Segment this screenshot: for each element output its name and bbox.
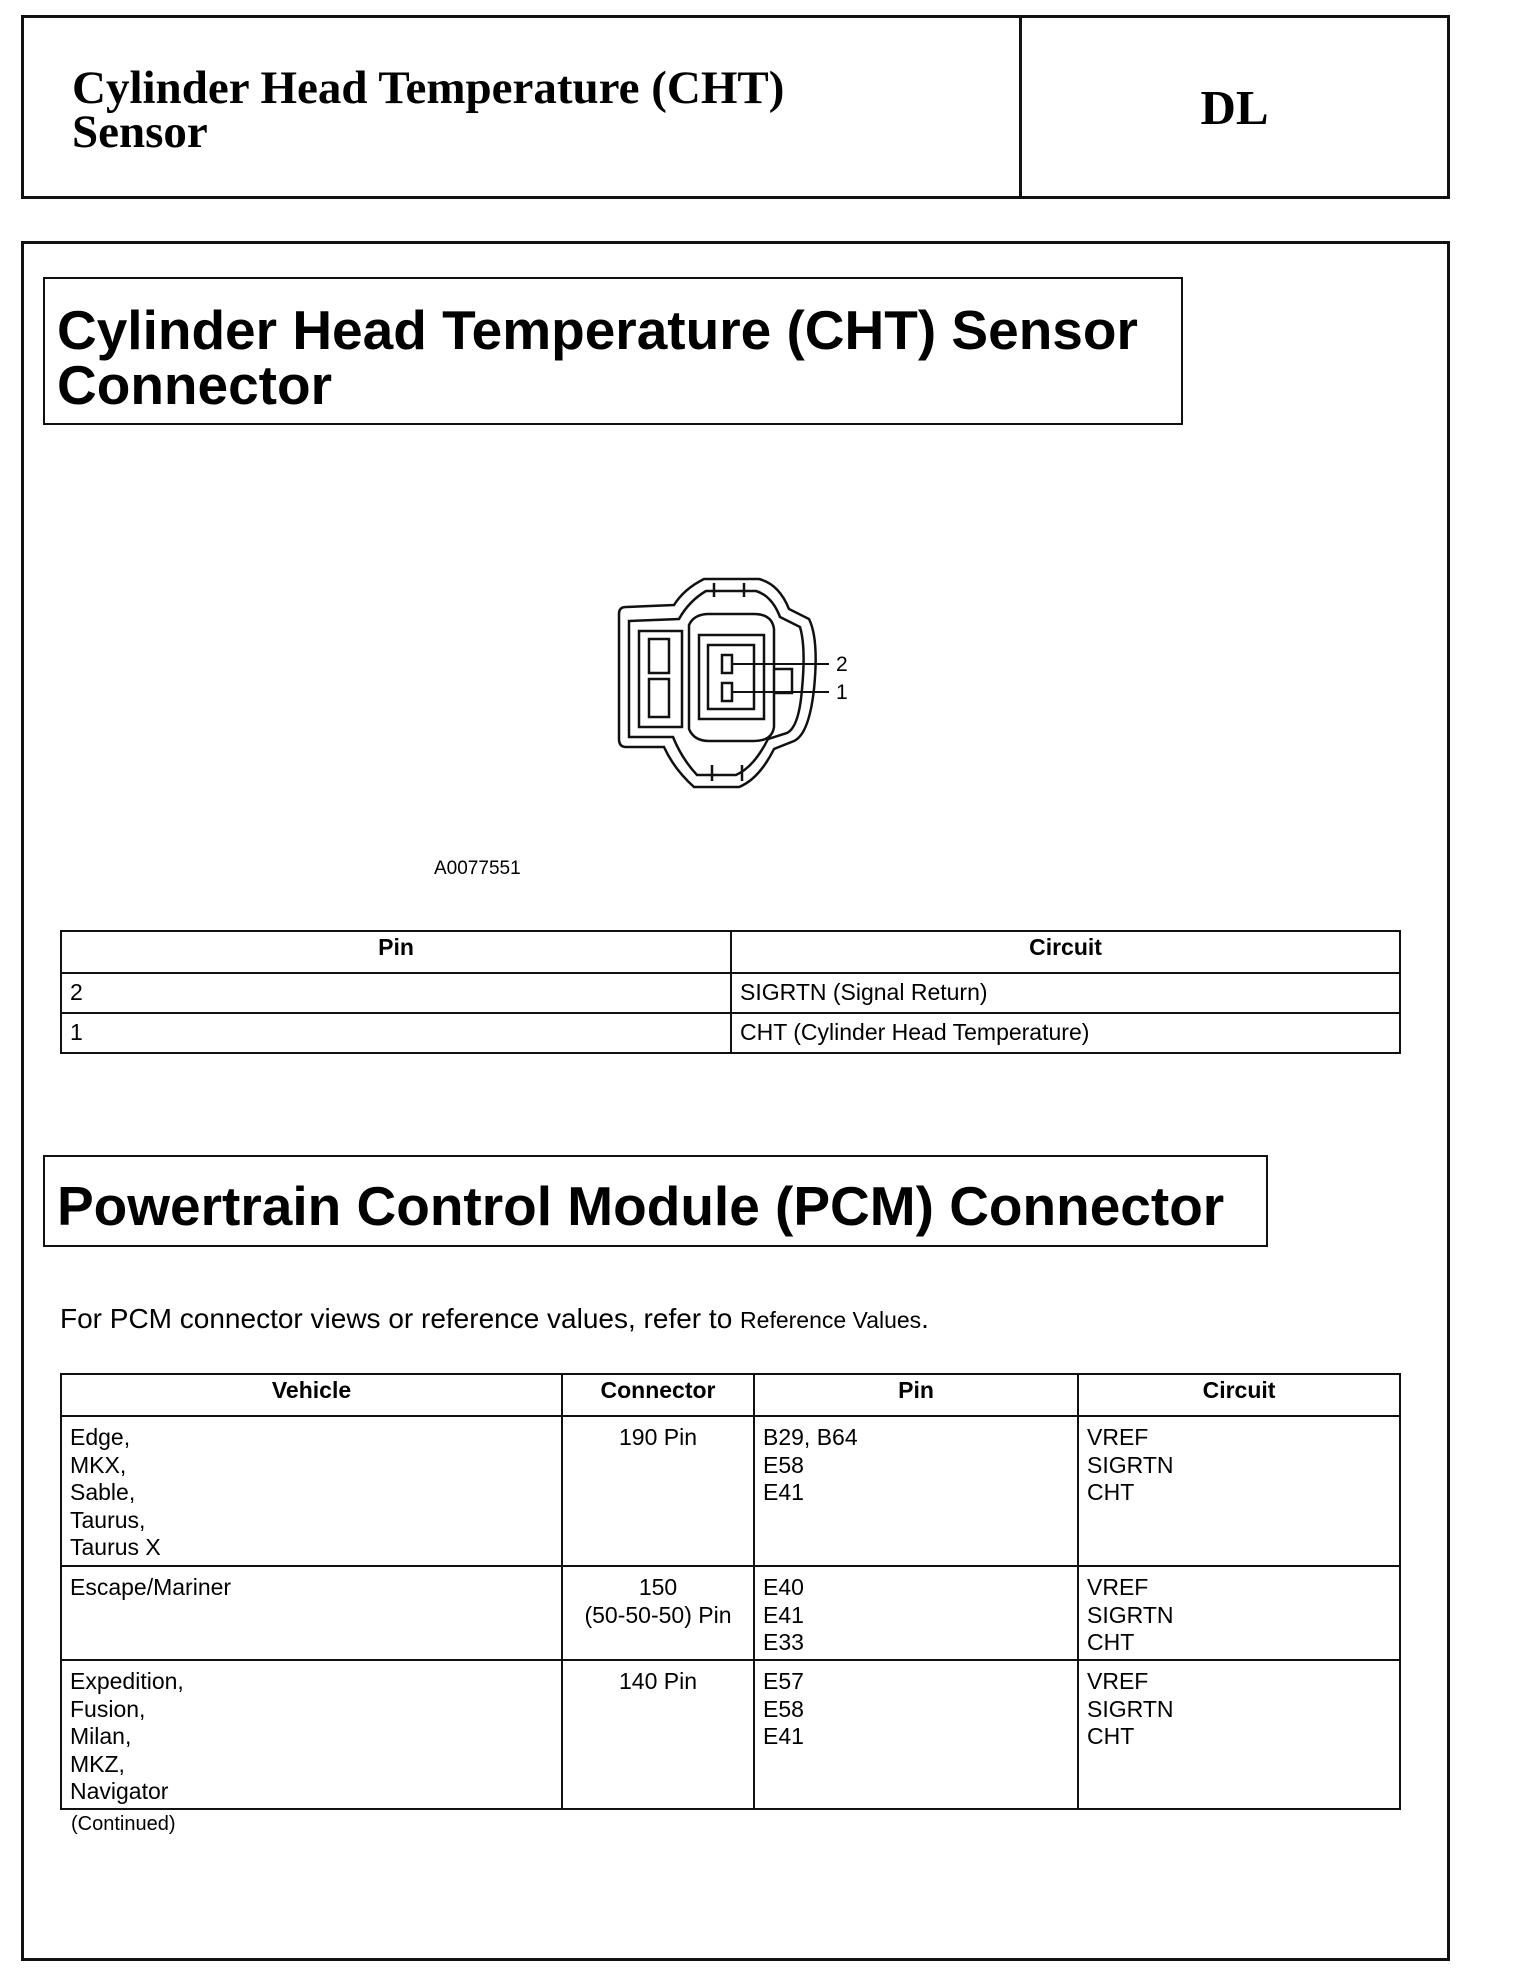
table-row [61, 1416, 1400, 1566]
pin-cell [754, 1660, 1078, 1809]
circuit-cell: SIGRTN (Signal Return) [731, 973, 1400, 1013]
pin-1-label: 1 [836, 681, 848, 704]
pin-line: E41 [763, 1601, 804, 1628]
pin-cell [754, 1566, 1078, 1660]
table-row [61, 973, 1400, 1013]
pin-line: E58 [763, 1451, 804, 1478]
circuit-line: SIGRTN [1087, 1601, 1174, 1628]
circuit-line: CHT [1087, 1479, 1135, 1505]
header-connector: Connector [562, 1374, 754, 1416]
sensor-title-line2: Connector [57, 354, 332, 416]
sensor-connector-title [43, 277, 1183, 425]
table-row [61, 1660, 1400, 1809]
vehicle-line: Fusion, [70, 1695, 146, 1722]
circuit-line: VREF [1087, 1424, 1149, 1450]
connector-cell [562, 1660, 754, 1809]
pin-line: E33 [763, 1629, 804, 1655]
pin-line: E58 [763, 1695, 804, 1722]
pin-cell: 1 [61, 1013, 731, 1053]
circuit-cell: CHT (Cylinder Head Temperature) [731, 1013, 1400, 1053]
pin-2-label: 2 [836, 653, 848, 676]
header-circuit: Circuit [1078, 1374, 1400, 1416]
pcm-connector-title: Powertrain Control Module (PCM) Connector [43, 1155, 1268, 1247]
pcm-connector-table [60, 1373, 1401, 1810]
connector-line: (50-50-50) Pin [584, 1601, 732, 1628]
vehicle-line: Milan, [70, 1723, 132, 1749]
vehicle-cell [61, 1416, 562, 1566]
pin-cell [754, 1416, 1078, 1566]
connector-cell [562, 1416, 754, 1566]
pin-line: B29, B64 [763, 1424, 858, 1450]
table-row [61, 1013, 1400, 1053]
pin-line: E41 [763, 1479, 804, 1505]
circuit-line: SIGRTN [1087, 1451, 1174, 1478]
pin-cell: 2 [61, 973, 731, 1013]
circuit-line: SIGRTN [1087, 1695, 1174, 1722]
intro-end: . [921, 1303, 929, 1334]
vehicle-line: Edge, [70, 1424, 131, 1450]
connector-line: 190 Pin [618, 1424, 697, 1450]
intro-text: For PCM connector views or reference values, refer to [60, 1303, 741, 1334]
content-area [21, 241, 1450, 1961]
sensor-pin-table [60, 930, 1401, 1054]
connector-line: 140 Pin [618, 1668, 697, 1694]
table-header-row [61, 1374, 1400, 1416]
circuit-line: VREF [1087, 1668, 1149, 1694]
circuit-cell [1078, 1566, 1400, 1660]
table-header-row [61, 931, 1400, 973]
vehicle-line: Navigator [70, 1778, 169, 1804]
header-title-line2: Sensor [72, 106, 208, 158]
circuit-cell [1078, 1660, 1400, 1809]
circuit-line: CHT [1087, 1629, 1135, 1655]
vehicle-line: MKZ, [70, 1750, 125, 1777]
connector-cell [562, 1566, 754, 1660]
header-vehicle: Vehicle [61, 1374, 562, 1416]
vehicle-line: Taurus, [70, 1506, 146, 1533]
vehicle-line: Escape/Mariner [70, 1574, 232, 1600]
page-header [21, 15, 1450, 199]
pin-line: E41 [763, 1723, 804, 1749]
vehicle-cell [61, 1566, 562, 1660]
circuit-line: VREF [1087, 1574, 1149, 1600]
table-row [61, 1566, 1400, 1660]
pin-line: E57 [763, 1668, 804, 1694]
circuit-line: CHT [1087, 1723, 1135, 1749]
pcm-intro-text [60, 1303, 929, 1335]
sensor-title-line1: Cylinder Head Temperature (CHT) Sensor [57, 299, 1138, 361]
vehicle-line: Expedition, [70, 1668, 184, 1694]
reference-values-link[interactable]: Reference Values [740, 1307, 922, 1333]
header-pin: Pin [754, 1374, 1078, 1416]
vehicle-cell [61, 1660, 562, 1809]
connector-outline [619, 579, 816, 787]
vehicle-line: Taurus X [70, 1534, 161, 1560]
header-title-line1: Cylinder Head Temperature (CHT) [72, 62, 785, 114]
continued-note: (Continued) [71, 1813, 176, 1835]
section-code: DL [1200, 79, 1269, 135]
connector-diagram [594, 569, 894, 799]
header-title [24, 18, 1022, 196]
vehicle-line: MKX, [70, 1451, 127, 1478]
figure-id: A0077551 [434, 858, 521, 879]
circuit-cell [1078, 1416, 1400, 1566]
connector-line: 150 [638, 1574, 678, 1600]
pin-line: E40 [763, 1574, 804, 1600]
vehicle-line: Sable, [70, 1479, 136, 1505]
header-circuit: Circuit [731, 931, 1400, 973]
header-pin: Pin [61, 931, 731, 973]
